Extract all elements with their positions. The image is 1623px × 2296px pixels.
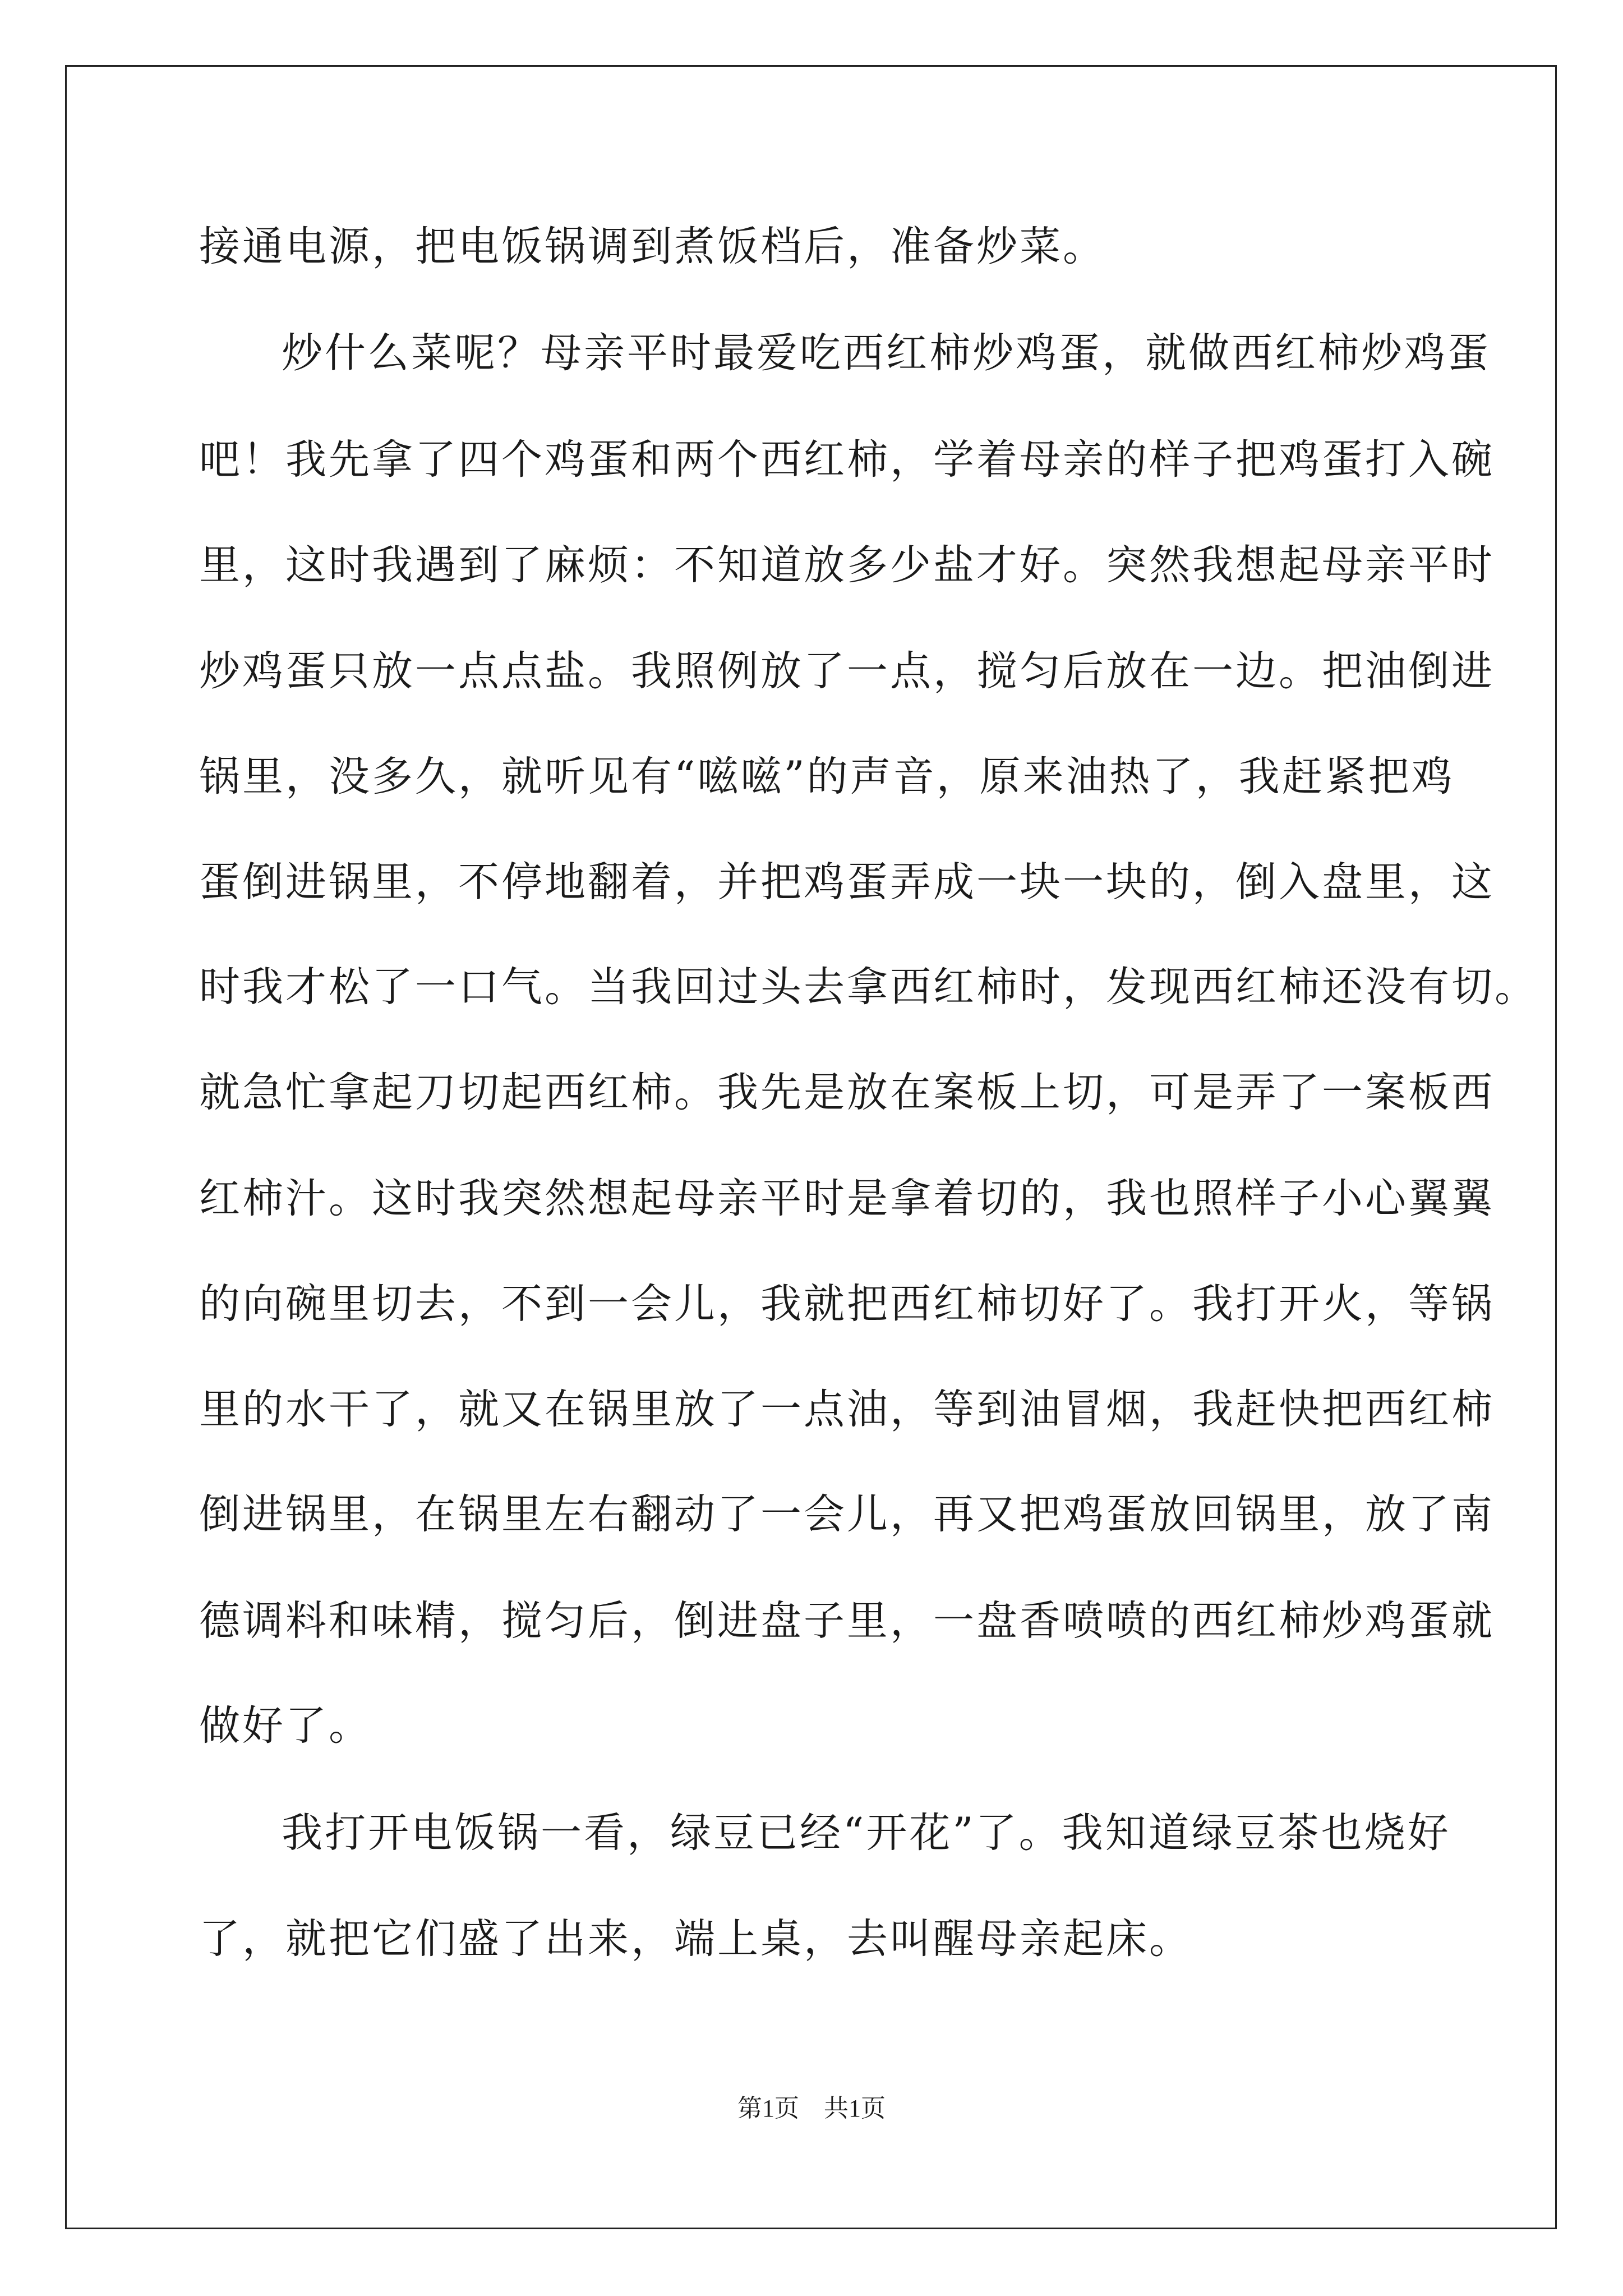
text-line: 时我才松了一口气。当我回过头去拿西红柿时，发现西红柿还没有切。 — [199, 963, 1538, 1011]
text-line: 做好了。 — [199, 1702, 372, 1750]
text-line: 锅里，没多久，就听见有“嗞嗞”的声音，原来油热了，我赶紧把鸡 — [199, 753, 1455, 800]
text-line: 就急忙拿起刀切起西红柿。我先是放在案板上切，可是弄了一案板西 — [199, 1069, 1495, 1116]
text-line: 德调料和味精，搅匀后，倒进盘子里，一盘香喷喷的西红柿炒鸡蛋就 — [199, 1597, 1495, 1645]
text-line: 吧！我先拿了四个鸡蛋和两个西红柿，学着母亲的样子把鸡蛋打入碗 — [199, 436, 1495, 484]
paragraph-start-line: 我打开电饭锅一看，绿豆已经“开花”了。我知道绿豆茶也烧好 — [282, 1809, 1451, 1857]
page-number-footer: 第1页 共1页 — [737, 2095, 886, 2122]
text-line: 了，就把它们盛了出来，端上桌，去叫醒母亲起床。 — [199, 1915, 1192, 1963]
text-line: 里的水干了，就又在锅里放了一点油，等到油冒烟，我赶快把西红柿 — [199, 1386, 1495, 1433]
page-border — [65, 65, 1557, 2229]
text-line: 里，这时我遇到了麻烦：不知道放多少盐才好。突然我想起母亲平时 — [199, 541, 1495, 589]
paragraph-start-line: 炒什么菜呢？母亲平时最爱吃西红柿炒鸡蛋，就做西红柿炒鸡蛋 — [282, 329, 1491, 377]
text-line: 蛋倒进锅里，不停地翻着，并把鸡蛋弄成一块一块的，倒入盘里，这 — [199, 858, 1495, 906]
text-line: 炒鸡蛋只放一点点盐。我照例放了一点，搅匀后放在一边。把油倒进 — [199, 647, 1495, 695]
text-line: 红柿汁。这时我突然想起母亲平时是拿着切的，我也照样子小心翼翼 — [199, 1175, 1495, 1222]
text-line: 接通电源，把电饭锅调到煮饭档后，准备炒菜。 — [199, 223, 1106, 270]
text-line: 的向碗里切去，不到一会儿，我就把西红柿切好了。我打开火，等锅 — [199, 1280, 1495, 1328]
text-line: 倒进锅里，在锅里左右翻动了一会儿，再又把鸡蛋放回锅里，放了南 — [199, 1490, 1495, 1538]
